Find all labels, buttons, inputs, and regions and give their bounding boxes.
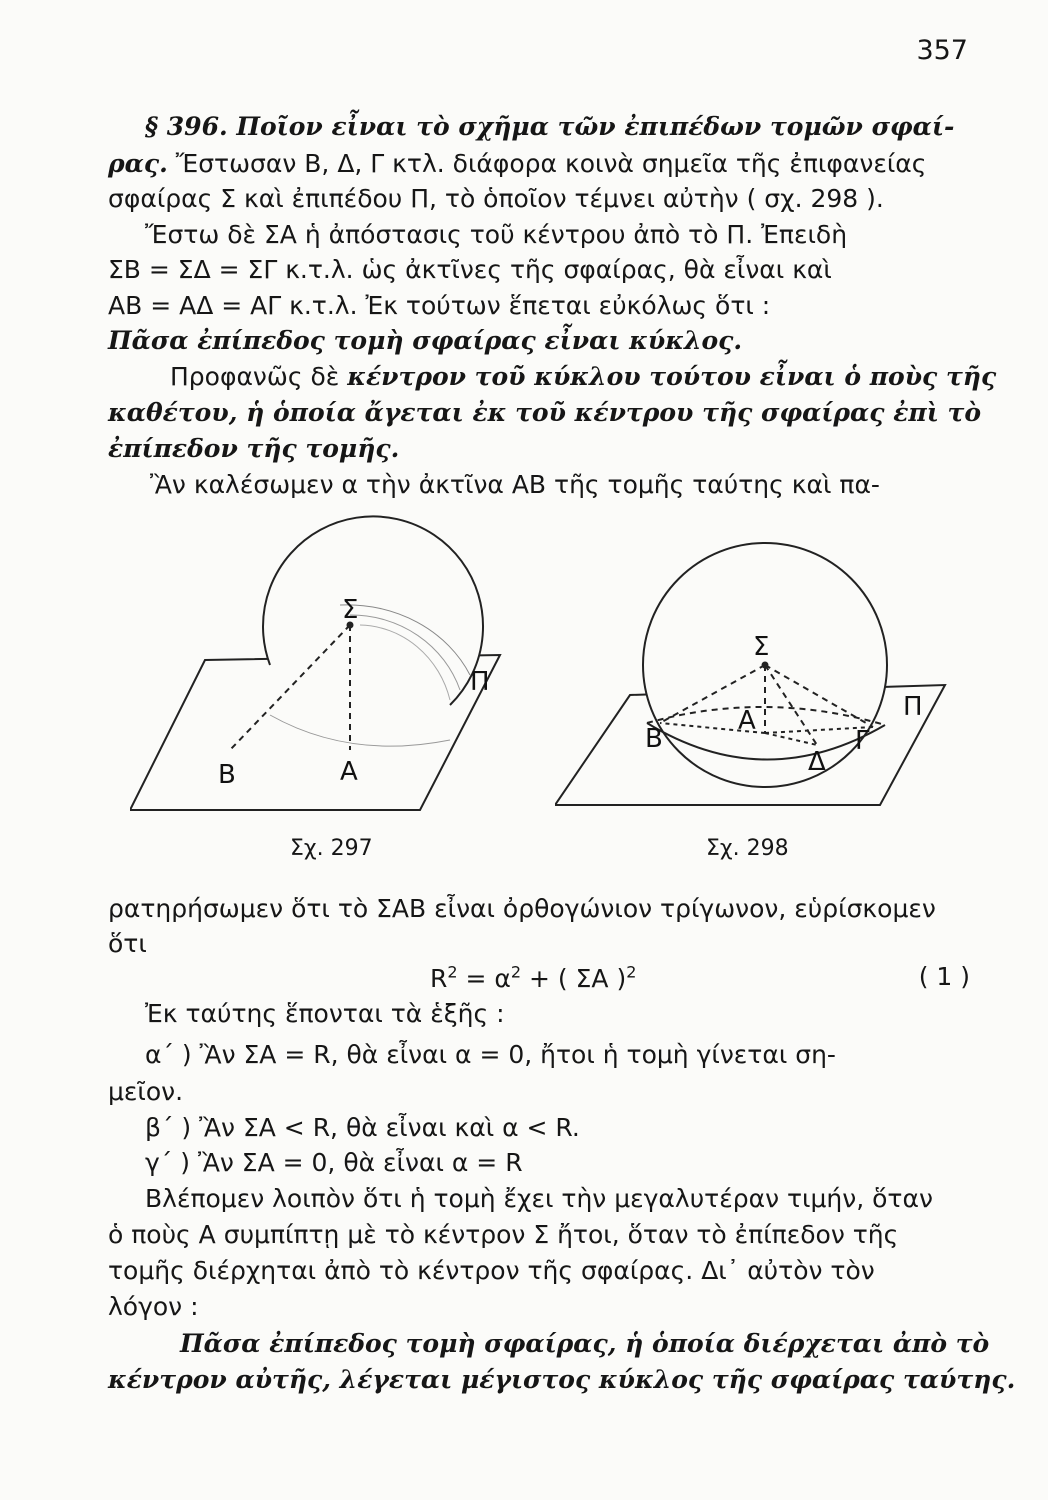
figure-297 xyxy=(130,505,530,835)
text-line: λόγον : xyxy=(108,1292,199,1321)
theorem-line: Πᾶσα ἐπίπεδος τομὴ σφαίρας, ἡ ὁποία διέρχεται ἀπὸ τὸ xyxy=(180,1329,990,1358)
equation-number: ( 1 ) xyxy=(918,962,970,991)
case-a-cont: μεῖον. xyxy=(108,1077,184,1106)
text-line: ὅτι xyxy=(108,929,147,958)
caption-298: Σχ. 298 xyxy=(706,836,789,861)
eq-sup: 2 xyxy=(626,962,637,982)
emphasis-span: κέντρον τοῦ κύκλου τούτου εἶναι ὁ ποὺς τῆς xyxy=(347,362,997,391)
label-a-298: Α xyxy=(738,706,756,736)
text-line xyxy=(108,147,926,181)
heading-tail: ρας. xyxy=(108,149,168,178)
eq-sa: + ( ΣΑ ) xyxy=(521,964,627,993)
eq-r: R xyxy=(430,964,448,993)
label-g-298: Γ xyxy=(855,726,870,756)
equation-1 xyxy=(430,962,636,996)
text-line xyxy=(170,360,996,394)
label-pi-297: Π xyxy=(470,667,490,697)
label-sigma-298: Σ xyxy=(753,632,770,662)
label-sigma-297: Σ xyxy=(342,595,359,625)
label-a-297: Α xyxy=(340,757,358,787)
sphere-297 xyxy=(263,516,483,705)
text-line: τομῆς διέρχηται ἀπὸ τὸ κέντρον τῆς σφαίρας. Δι᾿ αὐτὸν τὸν xyxy=(108,1256,875,1285)
figure-298 xyxy=(555,505,955,835)
section-heading: § 396. Ποῖον εἶναι τὸ σχῆμα τῶν ἐπιπέδων τομῶν σφαί- xyxy=(145,112,955,141)
label-b-297: Β xyxy=(218,760,236,790)
text-line: Ἐκ ταύτης ἕπονται τὰ ἑξῆς : xyxy=(145,999,505,1028)
theorem-line: Πᾶσα ἐπίπεδος τομὴ σφαίρας εἶναι κύκλος. xyxy=(108,326,743,355)
eq-sup: 2 xyxy=(447,962,458,982)
emphasis-line: καθέτου, ἡ ὁποία ἄγεται ἐκ τοῦ κέντρου τῆς σφαίρας ἐπὶ τὸ xyxy=(108,398,981,427)
text-line: Βλέπομεν λοιπὸν ὅτι ἡ τομὴ ἔχει τὴν μεγαλυτέραν τιμήν, ὅταν xyxy=(145,1184,933,1213)
text-span: Ἔστωσαν Β, Δ, Γ κτλ. διάφορα κοινὰ σημεῖα τῆς ἐπιφανείας xyxy=(167,149,927,178)
case-b: β΄ ) Ἂν ΣΑ < R, θὰ εἶναι καὶ α < R. xyxy=(145,1113,580,1142)
case-a: α΄ ) Ἂν ΣΑ = R, θὰ εἶναι α = 0, ἤτοι ἡ τομὴ γίνεται ση- xyxy=(145,1040,836,1069)
text-line: σφαίρας Σ καὶ ἐπιπέδου Π, τὸ ὁποῖον τέμνει αὐτὴν ( σχ. 298 ). xyxy=(108,184,884,213)
text-line: ΣΒ = ΣΔ = ΣΓ κ.τ.λ. ὡς ἀκτῖνες τῆς σφαίρας, θὰ εἶναι καὶ xyxy=(108,255,832,284)
label-d-298: Δ xyxy=(808,747,826,777)
theorem-line: κέντρον αὐτῆς, λέγεται μέγιστος κύκλος τῆς σφαίρας ταύτης. xyxy=(108,1365,1016,1394)
text-line: Ἔστω δὲ ΣΑ ἡ ἀπόστασις τοῦ κέντρου ἀπὸ τὸ Π. Ἐπειδὴ xyxy=(145,220,848,249)
text-line: ΑΒ = ΑΔ = ΑΓ κ.τ.λ. Ἐκ τούτων ἕπεται εὐκόλως ὅτι : xyxy=(108,291,771,320)
caption-297: Σχ. 297 xyxy=(290,836,373,861)
text-line: Ἂν καλέσωμεν α τὴν ἀκτῖνα ΑΒ τῆς τομῆς ταύτης καὶ πα- xyxy=(150,470,880,499)
label-b-298: Β xyxy=(645,724,663,754)
case-c: γ΄ ) Ἂν ΣΑ = 0, θὰ εἶναι α = R xyxy=(145,1148,523,1177)
eq-sup: 2 xyxy=(510,962,522,982)
eq-alpha: = α xyxy=(457,964,511,993)
text-line: ρατηρήσωμεν ὅτι τὸ ΣΑΒ εἶναι ὀρθογώνιον τρίγωνον, εὑρίσκομεν xyxy=(108,894,936,923)
emphasis-line: ἐπίπεδον τῆς τομῆς. xyxy=(108,434,400,463)
text-span: Προφανῶς δὲ xyxy=(170,362,348,391)
page-number: 357 xyxy=(916,35,968,66)
text-line: ὁ ποὺς Α συμπίπτῃ μὲ τὸ κέντρον Σ ἤτοι, ὅταν τὸ ἐπίπεδον τῆς xyxy=(108,1220,899,1249)
label-pi-298: Π xyxy=(903,692,923,722)
